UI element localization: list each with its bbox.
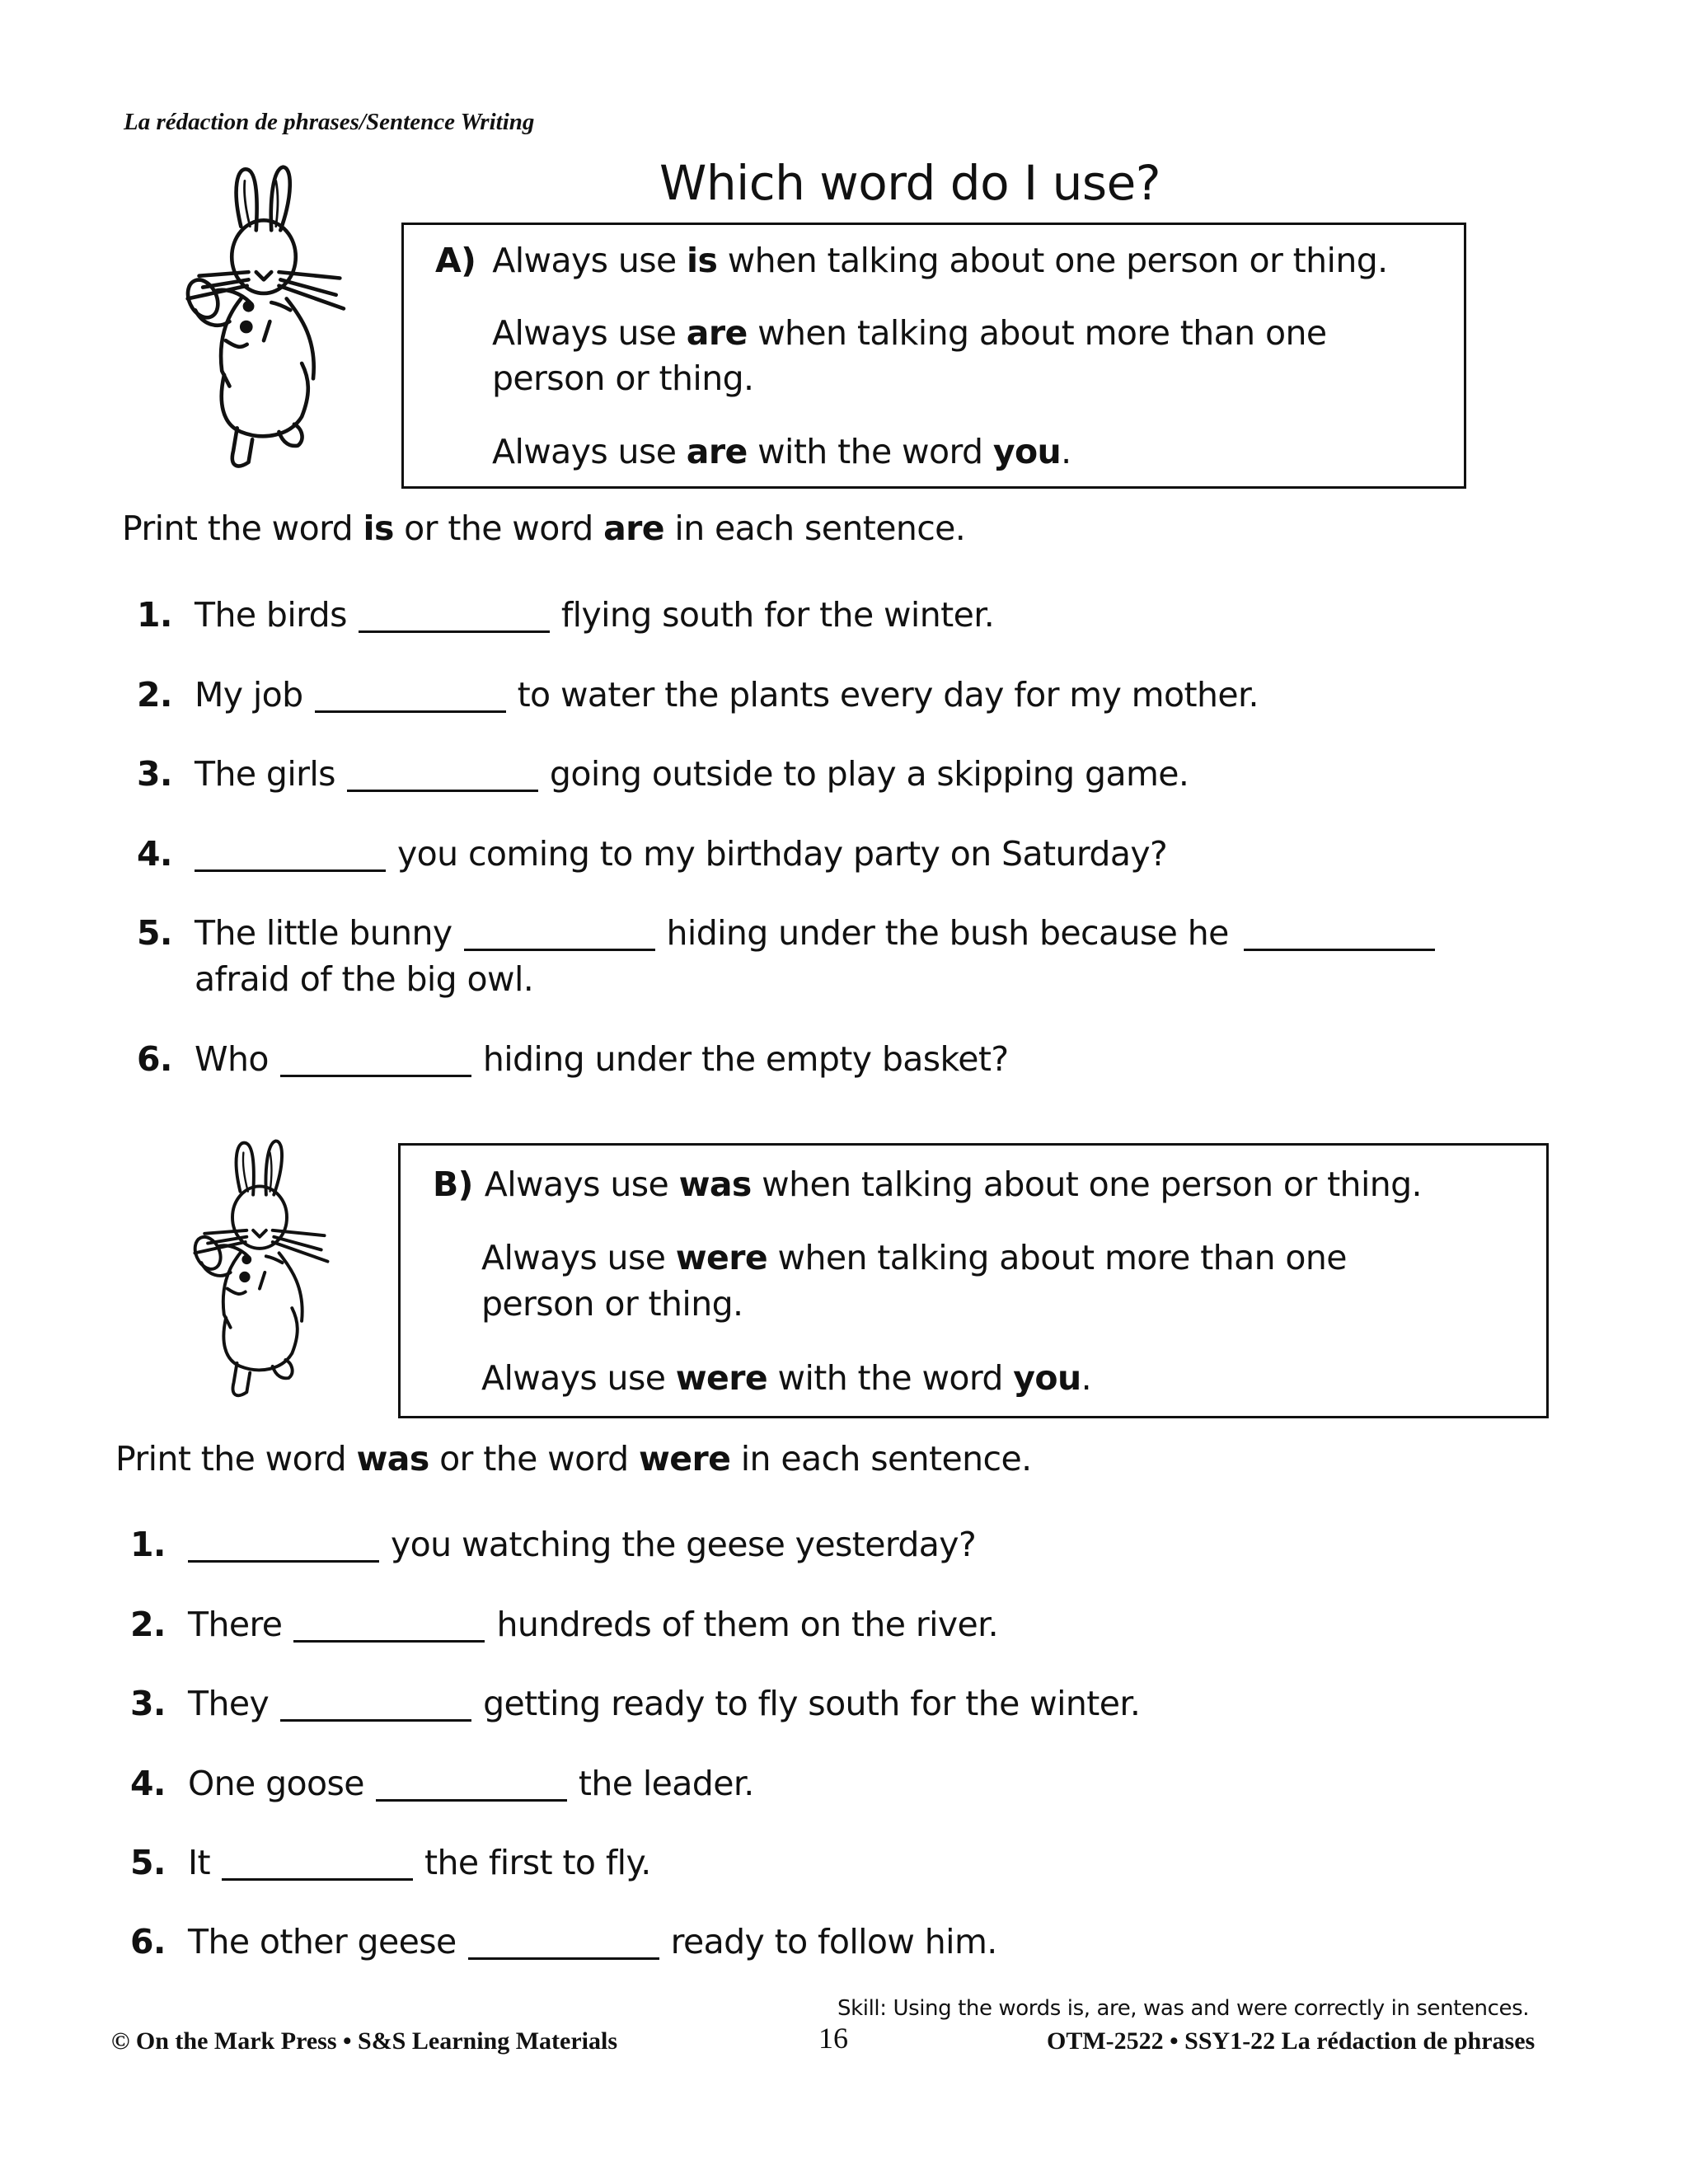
- keyword-is: is: [687, 241, 718, 280]
- exercise-b-item-2: 2. There hundreds of them on the river.: [130, 1605, 999, 1644]
- answer-blank[interactable]: [464, 949, 655, 951]
- exercise-b-item-5: 5. It the first to fly.: [130, 1843, 651, 1882]
- rule-a-3: Always use are with the word you.: [492, 432, 1071, 471]
- exercise-a-item-1: 1. The birds flying south for the winter.: [137, 595, 995, 635]
- product-code: OTM-2522 • SSY1-22 La rédaction de phrases: [1047, 2027, 1536, 2055]
- rule-letter-b: B): [433, 1165, 473, 1204]
- answer-blank[interactable]: [195, 869, 386, 872]
- instruction-b: Print the word was or the word were in each sentence.: [115, 1439, 1032, 1479]
- page-number: 16: [818, 2022, 848, 2055]
- exercise-a-item-2: 2. My job to water the plants every day for my mother.: [137, 675, 1259, 715]
- rule-b-3: Always use were with the word you.: [481, 1358, 1091, 1398]
- exercise-a-item-3: 3. The girls going outside to play a skipping game.: [137, 754, 1189, 794]
- exercise-a-item-4: 4. you coming to my birthday party on Saturday?: [137, 834, 1168, 874]
- rabbit-illustration-icon: [165, 1133, 354, 1405]
- answer-blank[interactable]: [468, 1957, 659, 1960]
- keyword-were: were: [675, 1358, 768, 1398]
- rule-b-2-cont: person or thing.: [481, 1284, 743, 1324]
- keyword-you: you: [1013, 1358, 1081, 1398]
- rule-b-1: B) Always use was when talking about one person or thing.: [433, 1165, 1422, 1204]
- answer-blank[interactable]: [188, 1560, 379, 1563]
- exercise-b-item-4: 4. One goose the leader.: [130, 1764, 754, 1803]
- answer-blank[interactable]: [376, 1799, 567, 1802]
- rule-letter-a: A): [435, 241, 476, 280]
- exercise-a-item-5-cont: afraid of the big owl.: [195, 959, 534, 999]
- rabbit-illustration-icon: [165, 155, 363, 480]
- keyword-you: you: [992, 432, 1062, 471]
- answer-blank[interactable]: [359, 630, 550, 633]
- rule-a-1: A) Always use is when talking about one person or thing.: [435, 241, 1388, 280]
- rule-a-2: Always use are when talking about more than one: [492, 313, 1327, 353]
- exercise-a-item-5: 5. The little bunny hiding under the bush because he: [137, 910, 1447, 956]
- skill-note: Skill: Using the words is, are, was and were correctly in sentences.: [837, 1996, 1530, 2021]
- keyword-was: was: [678, 1165, 752, 1204]
- answer-blank[interactable]: [315, 710, 506, 713]
- answer-blank[interactable]: [280, 1719, 471, 1722]
- series-header: La rédaction de phrases/Sentence Writing: [124, 109, 535, 135]
- answer-blank[interactable]: [222, 1878, 413, 1881]
- answer-blank[interactable]: [280, 1075, 471, 1077]
- answer-blank[interactable]: [347, 790, 538, 792]
- answer-blank[interactable]: [1244, 949, 1435, 951]
- exercise-a-item-6: 6. Who hiding under the empty basket?: [137, 1039, 1009, 1079]
- exercise-b-item-6: 6. The other geese ready to follow him.: [130, 1922, 997, 1961]
- instruction-a: Print the word is or the word are in each sentence.: [122, 509, 966, 548]
- keyword-are: are: [686, 313, 748, 353]
- exercise-b-item-3: 3. They getting ready to fly south for the winter.: [130, 1684, 1141, 1723]
- page-title: Which word do I use?: [659, 155, 1161, 211]
- rule-b-2: Always use were when talking about more than one: [481, 1238, 1347, 1277]
- copyright: © On the Mark Press • S&S Learning Materials: [111, 2027, 617, 2055]
- keyword-are: are: [686, 432, 748, 471]
- rule-a-2-cont: person or thing.: [492, 359, 754, 398]
- exercise-b-item-1: 1. you watching the geese yesterday?: [130, 1525, 977, 1564]
- answer-blank[interactable]: [293, 1640, 485, 1643]
- keyword-were: were: [675, 1238, 768, 1277]
